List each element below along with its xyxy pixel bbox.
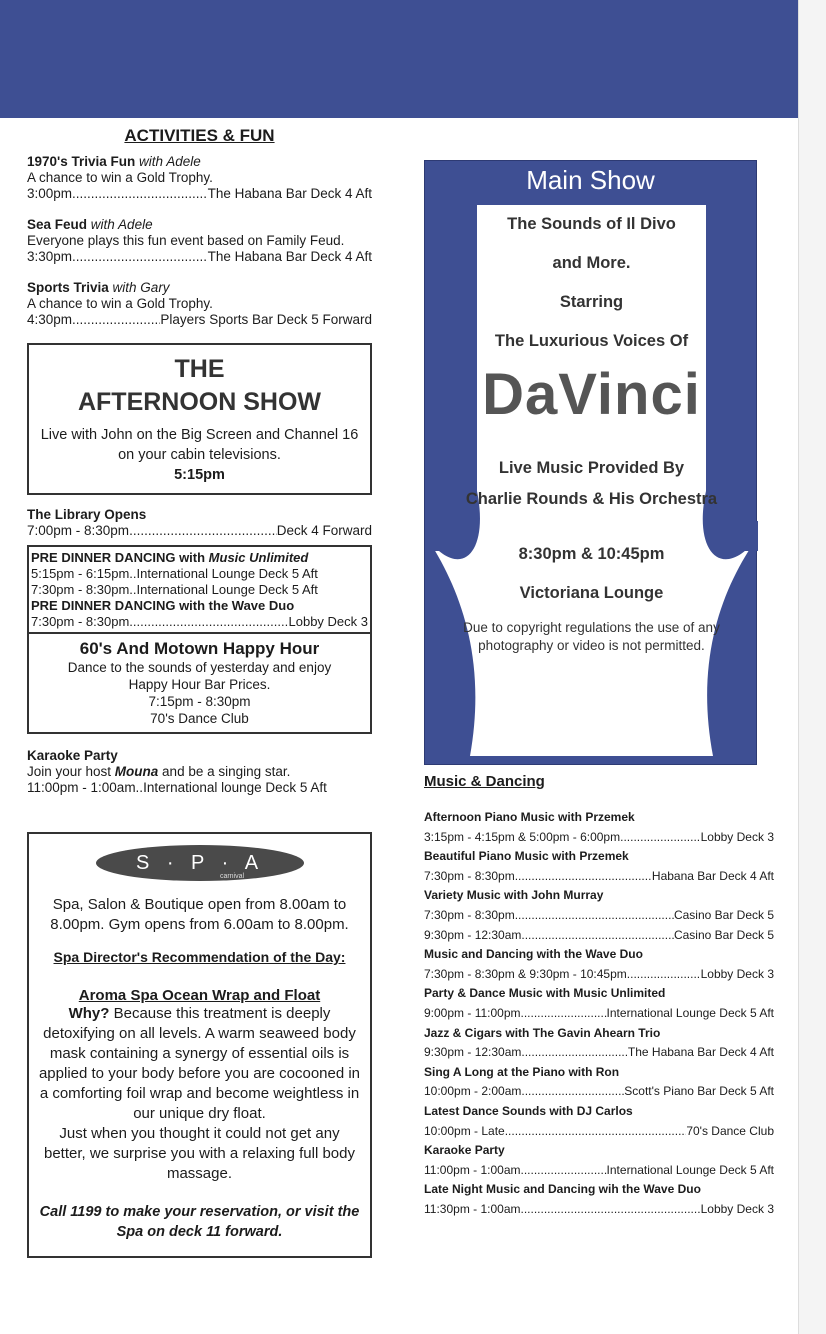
event-desc: A chance to win a Gold Trophy. bbox=[27, 170, 213, 185]
music-item-name: Sing A Long at the Piano with Ron bbox=[424, 1064, 620, 1079]
music-item-name: Late Night Music and Dancing wih the Wave Duo bbox=[424, 1182, 701, 1197]
spa-call: Call 1199 to make your reservation, or visit the Spa on deck 11 forward. bbox=[39, 1204, 360, 1240]
right-column bbox=[424, 160, 774, 1219]
main-show-copyright: Due to copyright regulations the use of any photography or video is not permitted. bbox=[463, 620, 720, 653]
event-name: 1970's Trivia Fun bbox=[27, 154, 136, 169]
karaoke-host: Mouna bbox=[114, 764, 159, 779]
main-show-venue: Victoriana Lounge bbox=[519, 584, 664, 602]
spa-intro: Spa, Salon & Boutique open from 8.00am to 8.00pm. Gym opens from 6.00am to 8.00pm. bbox=[50, 896, 349, 933]
karaoke-item: Karaoke Party Join your host Mouna and be a singing star. 11:00pm - 1:00am.. International lounge Deck 5 Aft bbox=[27, 748, 372, 796]
main-show-line5: Live Music Provided By bbox=[498, 459, 685, 477]
music-row: 7:30pm - 8:30pm ..... Casino Bar Deck 5 bbox=[424, 906, 774, 926]
main-show-content bbox=[445, 205, 738, 655]
main-show-line3: Starring bbox=[559, 293, 624, 311]
music-row: 10:00pm - Late ..... 70's Dance Club bbox=[424, 1122, 774, 1142]
pre-dinner-title-1: PRE DINNER DANCING with Music Unlimited bbox=[31, 550, 309, 565]
music-title: Music & Dancing bbox=[424, 773, 545, 790]
pre-dinner-row: 7:30pm - 8:30pm.. International Lounge Deck 5 Aft bbox=[31, 582, 318, 597]
music-item-name: Music and Dancing with the Wave Duo bbox=[424, 947, 643, 962]
header-banner bbox=[0, 0, 808, 118]
pre-dinner-box bbox=[27, 545, 372, 634]
main-show-line4: The Luxurious Voices Of bbox=[494, 332, 689, 350]
music-row: 7:30pm - 8:30pm & 9:30pm - 10:45pm ..... Lobby Deck 3 bbox=[424, 965, 774, 985]
left-column bbox=[27, 122, 372, 1258]
event-name: Sports Trivia bbox=[27, 280, 109, 295]
afternoon-show-line2: AFTERNOON SHOW bbox=[77, 388, 322, 416]
event-host: with Adele bbox=[90, 217, 153, 232]
library-time: 7:00pm - 8:30pm bbox=[27, 523, 130, 538]
event-time: 4:30pm bbox=[27, 312, 73, 327]
music-row: 3:15pm - 4:15pm & 5:00pm - 6:00pm ..... Lobby Deck 3 bbox=[424, 828, 774, 848]
music-item-name: Variety Music with John Murray bbox=[424, 888, 604, 903]
main-show-box bbox=[424, 160, 757, 765]
pre-dinner-row: 7:30pm - 8:30pm ..... Lobby Deck 3 bbox=[31, 614, 368, 630]
motown-title: 60's And Motown Happy Hour bbox=[79, 639, 320, 658]
karaoke-venue: International lounge Deck 5 Aft bbox=[143, 780, 327, 795]
library-item bbox=[27, 507, 372, 539]
motown-time: 7:15pm - 8:30pm bbox=[148, 694, 251, 709]
event-desc: Everyone plays this fun event based on Family Feud. bbox=[27, 233, 345, 248]
main-show-star: DaVinci bbox=[482, 362, 701, 427]
motown-line2: Happy Hour Bar Prices. bbox=[128, 677, 271, 692]
event-host: with Adele bbox=[139, 154, 201, 169]
page-edge bbox=[798, 0, 826, 1334]
spa-logo-text: S · P · A bbox=[135, 852, 264, 874]
music-row: 11:00pm - 1:00am ..... International Lounge Deck 5 Aft bbox=[424, 1161, 774, 1181]
afternoon-show-box bbox=[27, 343, 372, 495]
music-item-name: Party & Dance Music with Music Unlimited bbox=[424, 986, 666, 1001]
music-item-name: Karaoke Party bbox=[424, 1143, 505, 1158]
main-show-line6: Charlie Rounds & His Orchestra bbox=[465, 490, 718, 508]
music-item-name: Beautiful Piano Music with Przemek bbox=[424, 849, 629, 864]
spa-box bbox=[27, 832, 372, 1258]
activity-sports-trivia bbox=[27, 280, 372, 328]
motown-line1: Dance to the sounds of yesterday and enjoy bbox=[67, 660, 332, 675]
spa-logo-sub: carnival bbox=[219, 873, 244, 880]
music-row: 11:30pm - 1:00am ..... Lobby Deck 3 bbox=[424, 1200, 774, 1220]
main-show-line1: The Sounds of Il Divo bbox=[507, 215, 676, 233]
motown-venue: 70's Dance Club bbox=[150, 711, 249, 726]
music-list bbox=[424, 808, 774, 1219]
event-time: 3:00pm bbox=[27, 186, 73, 201]
main-show-line2: and More. bbox=[552, 254, 631, 272]
activity-trivia bbox=[27, 154, 372, 202]
event-name: Sea Feud bbox=[27, 217, 88, 232]
music-item-name: Afternoon Piano Music with Przemek bbox=[424, 810, 635, 824]
music-row: 9:30pm - 12:30am ..... Casino Bar Deck 5 bbox=[424, 926, 774, 946]
music-row: 10:00pm - 2:00am ..... Scott's Piano Bar Deck 5 Aft bbox=[424, 1082, 774, 1102]
event-venue: The Habana Bar Deck 4 Aft bbox=[207, 249, 372, 264]
spa-body-1: Why? Because this treatment is deeply detoxifying on all levels. A warm seaweed body mask containing a synergy of essential oils is applied to your body before you are cocooned in a comforting foil wrap and become weightless in our unique dry float. bbox=[38, 1005, 361, 1122]
pre-dinner-row: 5:15pm - 6:15pm.. International Lounge Deck 5 Aft bbox=[31, 566, 318, 581]
library-venue: Deck 4 Forward bbox=[276, 523, 372, 538]
event-time: 3:30pm bbox=[27, 249, 73, 264]
activities-title: ACTIVITIES & FUN bbox=[124, 126, 275, 145]
event-host: with Gary bbox=[112, 280, 170, 295]
event-venue: Players Sports Bar Deck 5 Forward bbox=[160, 312, 372, 327]
event-time-row bbox=[27, 249, 372, 265]
karaoke-time: 11:00pm - 1:00am.. bbox=[27, 780, 144, 795]
spa-treatment: Aroma Spa Ocean Wrap and Float bbox=[78, 987, 321, 1004]
motown-box bbox=[27, 634, 372, 734]
music-row: 7:30pm - 8:30pm ..... Habana Bar Deck 4 Aft bbox=[424, 867, 774, 887]
event-time-row bbox=[27, 186, 372, 202]
karaoke-name: Karaoke Party bbox=[27, 748, 118, 763]
library-name: The Library Opens bbox=[27, 507, 147, 522]
pre-dinner-title-2: PRE DINNER DANCING with the Wave Duo bbox=[31, 598, 295, 613]
spa-logo bbox=[94, 844, 306, 882]
music-item-name: Latest Dance Sounds with DJ Carlos bbox=[424, 1103, 633, 1118]
afternoon-show-line1: THE bbox=[174, 355, 225, 383]
afternoon-show-time: 5:15pm bbox=[174, 467, 225, 483]
event-time-row bbox=[27, 312, 372, 328]
activity-sea-feud bbox=[27, 217, 372, 265]
event-desc: A chance to win a Gold Trophy. bbox=[27, 296, 213, 311]
music-item-name: Jazz & Cigars with The Gavin Ahearn Trio bbox=[424, 1025, 661, 1040]
spa-recommendation-title: Spa Director's Recommendation of the Day: bbox=[53, 949, 346, 965]
music-row: 9:00pm - 11:00pm ..... International Lounge Deck 5 Aft bbox=[424, 1004, 774, 1024]
event-venue: The Habana Bar Deck 4 Aft bbox=[207, 186, 372, 201]
main-show-times: 8:30pm & 10:45pm bbox=[518, 545, 665, 563]
music-row: 9:30pm - 12:30am ..... The Habana Bar Deck 4 Aft bbox=[424, 1043, 774, 1063]
main-show-title: Main Show bbox=[526, 165, 655, 195]
afternoon-show-desc: Live with John on the Big Screen and Channel 16 on your cabin televisions. bbox=[40, 427, 359, 463]
spa-body-2: Just when you thought it could not get any better, we surprise you with a relaxing full body massage. bbox=[44, 1125, 355, 1182]
